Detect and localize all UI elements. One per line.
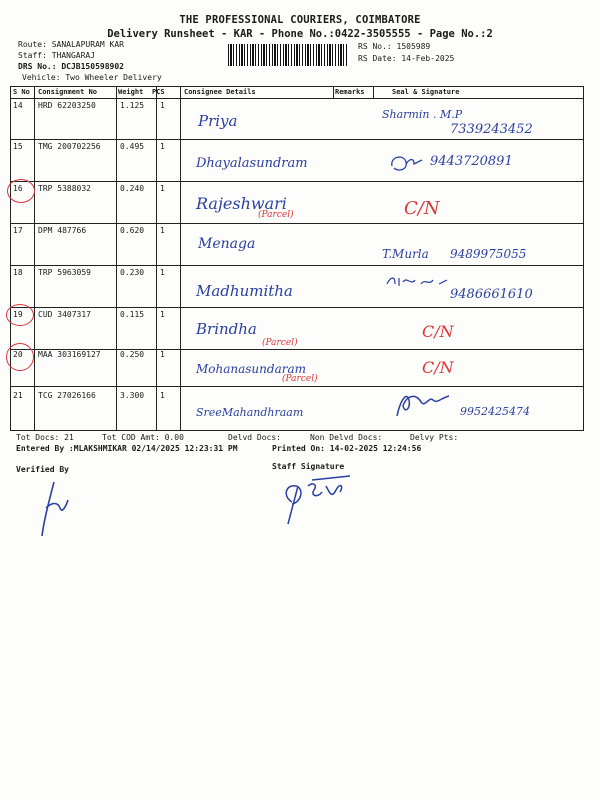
row-weight: 1.125 [120,101,145,110]
row-weight: 0.495 [120,142,145,151]
row-consignment: HRD 62203250 [38,101,96,110]
entered-by: Entered By :MLAKSHMIKAR 02/14/2025 12:23:31 PM [16,444,238,453]
red-circle-mark [6,304,34,326]
row-sno: 14 [13,101,23,110]
consignee-name: Dhayalasundram [196,156,308,171]
col-remarks: Remarks [335,88,365,96]
staff-label: Staff: THANGARAJ [18,51,96,60]
consignee-name: Priya [198,112,238,130]
row-consignment: TCG 27026166 [38,391,96,400]
row-sno: 19 [13,310,23,319]
verified-by-label: Verified By [16,465,69,474]
tot-docs: Tot Docs: 21 [16,433,74,442]
row-sno: 17 [13,226,23,235]
barcode-image [228,44,348,66]
red-circle-mark [7,179,35,203]
verifier-signature [34,478,74,540]
consignee-name: SreeMahandhraam [196,406,304,419]
row-consignment: TMG 200702256 [38,142,101,151]
row-sno: 21 [13,391,23,400]
row-pcs: 1 [160,350,165,359]
row-consignment: DPM 487766 [38,226,87,235]
signature: Sharmin . M.P [382,108,463,121]
consignee-name: Brindha [196,320,257,338]
consignee-name: Rajeshwari [196,194,287,213]
red-circle-mark [6,343,34,371]
parcel-note: (Parcel) [282,374,318,384]
route-label: Route: SANALAPURAM KAR [18,40,124,49]
row-pcs: 1 [160,391,165,400]
runsheet-table [10,86,584,431]
row-weight: 0.230 [120,268,145,277]
tot-cod: Tot COD Amt: 0.00 [102,433,184,442]
consignee-name: Madhumitha [196,282,293,300]
row-weight: 0.240 [120,184,145,193]
runsheet-subtitle: Delivery Runsheet - KAR - Phone No.:0422-3505555 - Page No.:2 [107,28,493,40]
drs-number: DRS No.: DCJB150598902 [18,62,124,71]
signature-scribble [388,152,424,174]
phone-number: 9486661610 [450,287,533,302]
phone-number: 9489975055 [450,247,527,261]
row-pcs: 1 [160,268,165,277]
row-pcs: 1 [160,101,165,110]
col-consignee: Consignee Details [184,88,256,96]
staff-signature-scribble [278,472,368,528]
rs-number: RS No.: 1505989 [358,42,431,51]
row-pcs: 1 [160,226,165,235]
row-weight: 0.620 [120,226,145,235]
delvy-pts: Delvy Pts: [410,433,459,442]
vehicle-label: Vehicle: Two Wheeler Delivery [22,73,162,82]
col-consignment: Consignment No [38,88,98,96]
printed-on: Printed On: 14-02-2025 12:24:56 [272,444,422,453]
phone-number: 9443720891 [430,154,513,169]
rs-date: RS Date: 14-Feb-2025 [358,54,455,63]
row-weight: 0.250 [120,350,145,359]
consignee-name: Menaga [198,236,256,252]
non-delvd-docs: Non Delvd Docs: [310,433,383,442]
parcel-note: (Parcel) [262,338,298,348]
row-pcs: 1 [160,142,165,151]
signature-scribble [393,388,453,420]
col-weight: Weight [118,88,144,96]
row-pcs: 1 [160,310,165,319]
delvd-docs: Delvd Docs: [228,433,281,442]
company-title: THE PROFESSIONAL COURIERS, COIMBATORE [179,14,421,26]
row-weight: 3.300 [120,391,145,400]
signature: T.Murla [382,247,429,261]
row-weight: 0.115 [120,310,145,319]
row-sno: 16 [13,184,23,193]
col-seal: Seal & Signature [392,88,460,96]
phone-number: 9952425474 [460,405,530,418]
row-consignment: TRP 5388032 [38,184,91,193]
cn-mark: C/N [404,198,440,219]
parcel-note: (Parcel) [258,210,294,220]
row-sno: 15 [13,142,23,151]
row-consignment: MAA 303169127 [38,350,101,359]
cn-mark: C/N [422,322,454,341]
cn-mark: C/N [422,358,454,377]
row-consignment: CUD 3407317 [38,310,91,319]
consignee-name: Mohanasundaram [196,362,306,376]
staff-signature-label: Staff Signature [272,462,345,471]
row-pcs: 1 [160,184,165,193]
row-sno: 18 [13,268,23,277]
col-pcs: PCS [152,88,165,96]
phone-number: 7339243452 [450,122,533,137]
col-sno: S No [13,88,30,96]
tamil-signature-scribble [385,274,455,290]
row-sno: 20 [13,350,23,359]
row-consignment: TRP 5963059 [38,268,91,277]
